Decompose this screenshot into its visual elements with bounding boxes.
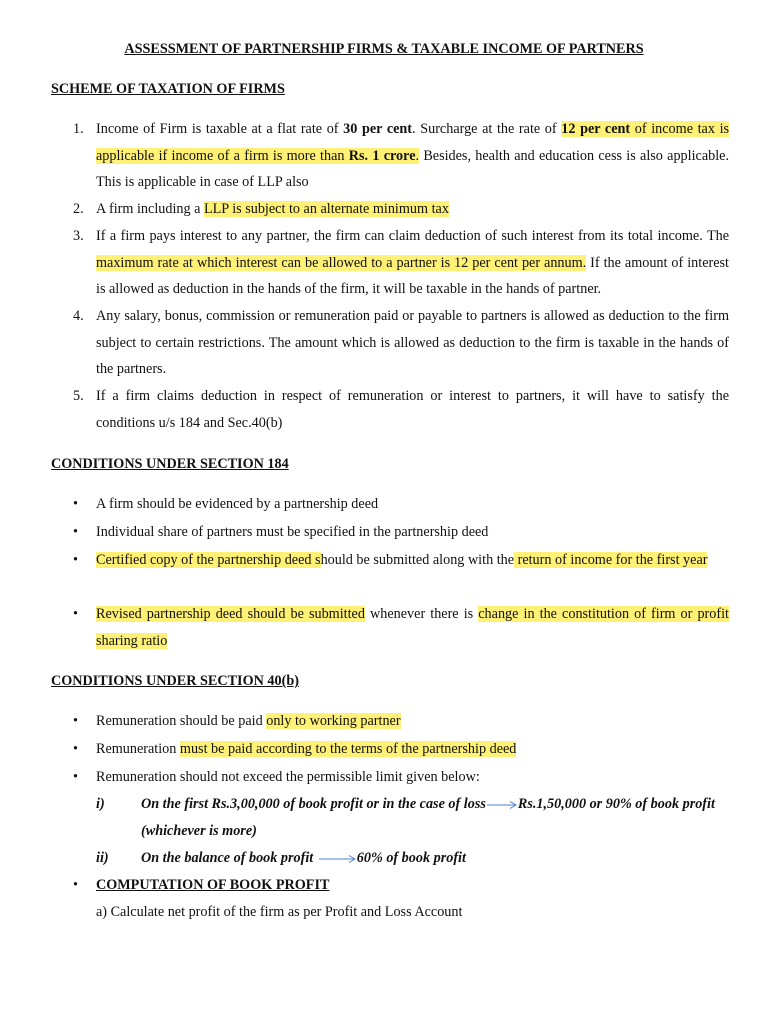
scheme-item-1 bbox=[73, 116, 729, 196]
book-profit-item bbox=[73, 872, 729, 899]
bullet-icon: • bbox=[73, 741, 78, 757]
list-number: 5. bbox=[73, 388, 84, 404]
right-arrow-icon bbox=[486, 800, 518, 810]
bullet-icon: • bbox=[73, 524, 78, 540]
list-text: If a firm pays interest to any partner, the firm can claim deduction of such interest from its total income. The maximum rate at which interest can be allowed to a partner is 12 per cent per annum. If the amount of interest is allowed as deduction in the hands of the firm, it will be taxable in the hands of partner. bbox=[96, 228, 729, 298]
list-text: On the first Rs.3,00,000 of book profit or in the case of loss Rs.1,50,000 or 90% of book profit (whichever is more) bbox=[141, 796, 715, 839]
book-profit-step-a bbox=[96, 899, 729, 926]
section-184-heading: CONDITIONS UNDER SECTION 184 bbox=[51, 456, 289, 472]
roman-numeral: ii) bbox=[96, 850, 109, 866]
list-text: Any salary, bonus, commission or remuneration paid or payable to partners is allowed as deduction to the firm subject to certain restrictions. The amount which is allowed as deduction to the firm is taxable in the hands of the partners. bbox=[96, 308, 729, 378]
list-text: Income of Firm is taxable at a flat rate of 30 per cent. Surcharge at the rate of 12 per cent of income tax is applicable if income of a firm is more than Rs. 1 crore. Besides, health and education cess is also applicable. This is applicable in case of LLP also bbox=[96, 121, 730, 191]
list-text: A firm should be evidenced by a partnership deed bbox=[96, 496, 379, 512]
list-number: 2. bbox=[73, 201, 84, 217]
list-text: If a firm claims deduction in respect of remuneration or interest to partners, it will have to satisfy the conditions u/s 184 and Sec.40(b) bbox=[96, 388, 729, 431]
scheme-item-4 bbox=[73, 303, 729, 383]
scheme-item-2 bbox=[73, 196, 729, 223]
list-text: Individual share of partners must be specified in the partnership deed bbox=[96, 524, 489, 540]
list-text: A firm including a LLP is subject to an alternate minimum tax bbox=[96, 201, 449, 217]
list-text: Revised partnership deed should be submitted whenever there is change in the constitution of firm or profit sharing ratio bbox=[96, 606, 729, 649]
book-profit-heading: COMPUTATION OF BOOK PROFIT bbox=[96, 877, 330, 893]
list-number: 4. bbox=[73, 308, 84, 324]
list-text: On the balance of book profit 60% of book profit bbox=[141, 850, 466, 866]
scheme-item-5 bbox=[73, 383, 729, 436]
bullet-icon: • bbox=[73, 877, 78, 893]
bullet-icon: • bbox=[73, 769, 78, 785]
sec40b-item-2 bbox=[73, 736, 729, 763]
list-text: Remuneration should not exceed the permissible limit given below: bbox=[96, 769, 480, 785]
bullet-icon: • bbox=[73, 496, 78, 512]
list-number: 3. bbox=[73, 228, 84, 244]
list-text: Certified copy of the partnership deed should be submitted along with the return of income for the first year bbox=[96, 552, 708, 568]
roman-numeral: i) bbox=[96, 796, 105, 812]
sec40b-item-3 bbox=[73, 764, 729, 791]
sec184-item-1 bbox=[73, 491, 729, 518]
list-number: 1. bbox=[73, 121, 84, 137]
sec184-item-3 bbox=[73, 547, 729, 574]
limit-item-1 bbox=[96, 791, 729, 844]
scheme-item-3 bbox=[73, 223, 729, 303]
sec184-item-4 bbox=[73, 601, 729, 654]
document-title: ASSESSMENT OF PARTNERSHIP FIRMS & TAXABLE INCOME OF PARTNERS bbox=[124, 41, 644, 57]
bullet-icon: • bbox=[73, 606, 78, 622]
sec40b-item-1 bbox=[73, 708, 729, 735]
bullet-icon: • bbox=[73, 713, 78, 729]
sec184-item-2 bbox=[73, 519, 729, 546]
list-text: Remuneration must be paid according to the terms of the partnership deed bbox=[96, 741, 517, 757]
step-label: a) bbox=[96, 904, 108, 920]
step-text: Calculate net profit of the firm as per Profit and Loss Account bbox=[110, 904, 463, 920]
section-40b-heading: CONDITIONS UNDER SECTION 40(b) bbox=[51, 673, 299, 689]
limit-item-2 bbox=[96, 845, 729, 872]
right-arrow-icon bbox=[317, 854, 357, 864]
list-text: Remuneration should be paid only to working partner bbox=[96, 713, 401, 729]
scheme-heading: SCHEME OF TAXATION OF FIRMS bbox=[51, 81, 285, 97]
bullet-icon: • bbox=[73, 552, 78, 568]
